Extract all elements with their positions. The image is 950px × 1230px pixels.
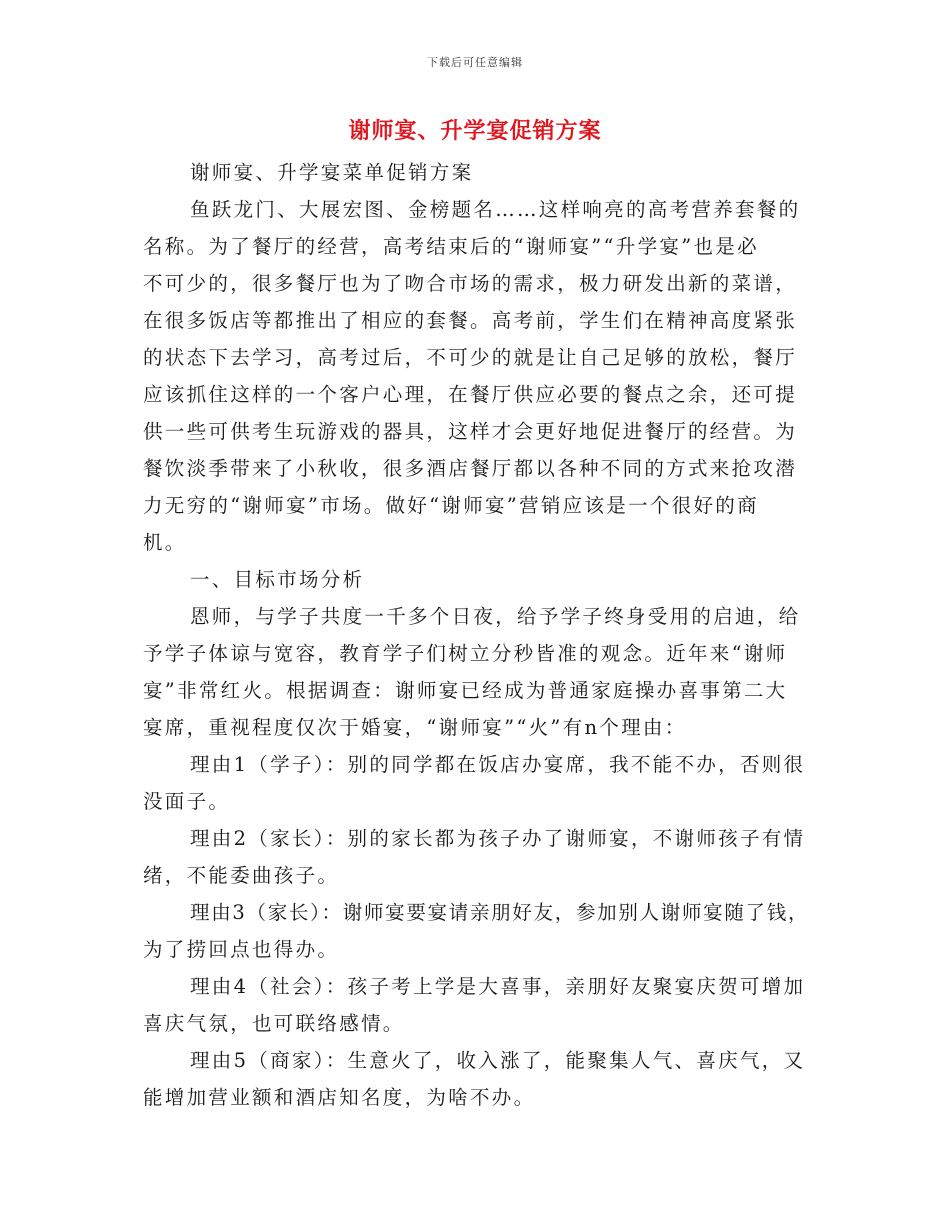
body-line: 恩师，与学子共度一千多个日夜，给予学子终身受用的启迪，给 — [190, 605, 801, 628]
body-line: 为了捞回点也得办。 — [143, 938, 340, 961]
reason-line: 理由4（社会）：孩子考上学是大喜事，亲朋好友聚宴庆贺可增加 — [190, 975, 806, 998]
body-line: 餐饮淡季带来了小秋收，很多酒店餐厅都以各种不同的方式来抢攻潜 — [143, 457, 798, 480]
body-line: 喜庆气氛，也可联络感情。 — [143, 1012, 405, 1035]
body-line: 宴席，重视程度仅次于婚宴，“谢师宴”“火”有n个理由： — [143, 716, 687, 739]
body-line: 供一些可供考生玩游戏的器具，这样才会更好地促进餐厅的经营。为 — [143, 420, 798, 443]
reason-line: 理由1（学子）：别的同学都在饭店办宴席，我不能不办，否则很 — [190, 753, 806, 776]
body-line: 予学子体谅与宽容，教育学子们树立分秒皆准的观念。近年来“谢师 — [143, 642, 788, 665]
body-line: 宴”非常红火。根据调查：谢师宴已经成为普通家庭操办喜事第二大 — [143, 679, 788, 702]
body-line: 鱼跃龙门、大展宏图、金榜题名……这样响亮的高考营养套餐的 — [190, 198, 801, 221]
reason-line: 理由5（商家）：生意火了，收入涨了，能聚集人气、喜庆气，又 — [190, 1049, 806, 1072]
body-line: 能增加营业额和酒店知名度，为啥不办。 — [143, 1086, 536, 1109]
body-text — [143, 154, 811, 1116]
body-line: 绪，不能委曲孩子。 — [143, 864, 340, 887]
body-line: 不可少的，很多餐厅也为了吻合市场的需求，极力研发出新的菜谱， — [143, 272, 798, 295]
header-note: 下载后可任意编辑 — [427, 56, 523, 69]
reason-line: 理由2（家长）：别的家长都为孩子办了谢师宴，不谢师孩子有情 — [190, 827, 806, 850]
reason-line: 理由3（家长）：谢师宴要宴请亲朋好友，参加别人谢师宴随了钱， — [190, 901, 810, 924]
body-line: 在很多饭店等都推出了相应的套餐。高考前，学生们在精神高度紧张 — [143, 309, 798, 332]
body-line: 的状态下去学习，高考过后，不可少的就是让自己足够的放松，餐厅 — [143, 346, 798, 369]
document-title: 谢师宴、升学宴促销方案 — [348, 118, 602, 144]
section-heading: 一、目标市场分析 — [190, 568, 365, 591]
body-line: 没面子。 — [143, 790, 231, 813]
body-line: 应该抓住这样的一个客户心理，在餐厅供应必要的餐点之余，还可提 — [143, 383, 798, 406]
body-line: 名称。为了餐厅的经营，高考结束后的“谢师宴”“升学宴”也是必 — [143, 235, 759, 258]
body-line: 机。 — [143, 531, 187, 554]
body-line: 谢师宴、升学宴菜单促销方案 — [190, 161, 474, 184]
body-line: 力无穷的“谢师宴”市场。做好“谢师宴”营销应该是一个很好的商 — [143, 494, 759, 517]
